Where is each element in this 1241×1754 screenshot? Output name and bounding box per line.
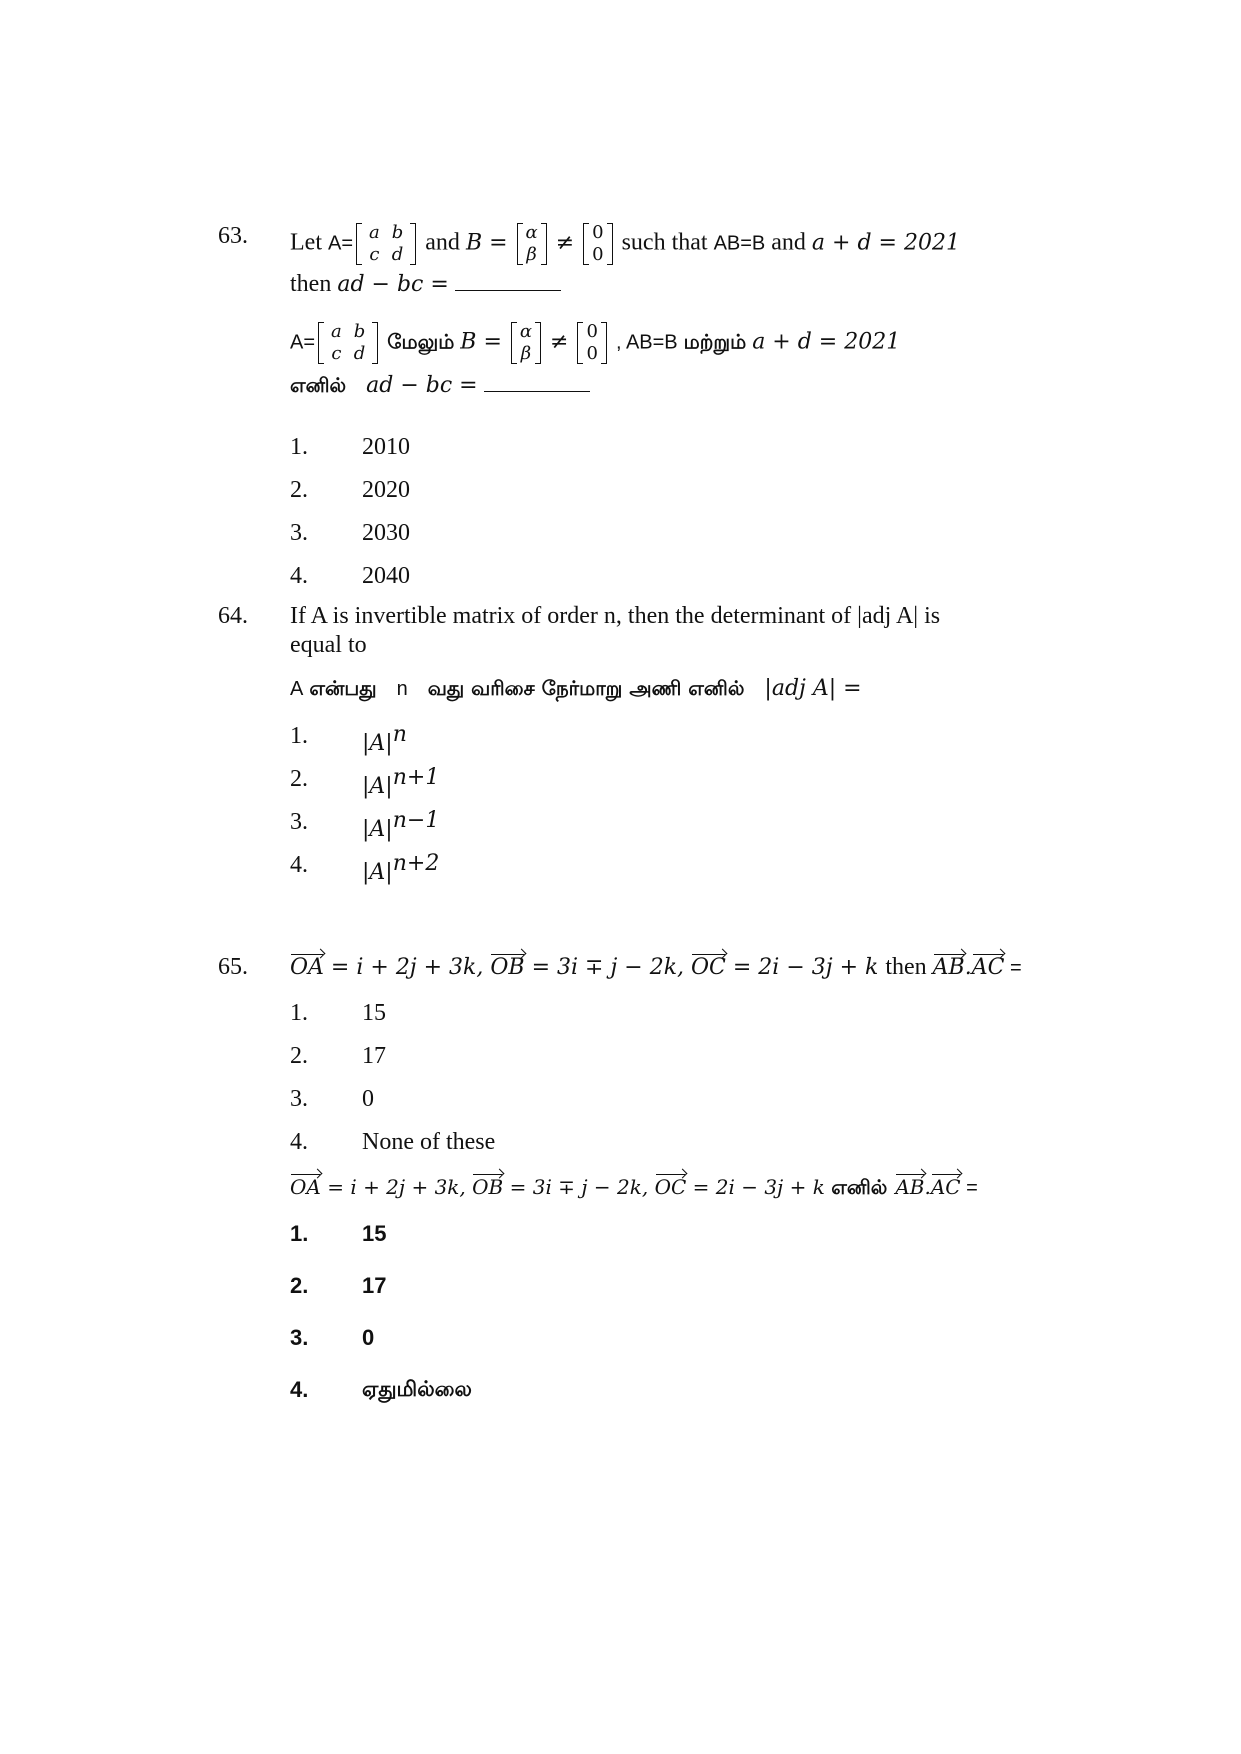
q65-tamil: [218, 1174, 1038, 1200]
answer-blank: [455, 270, 561, 291]
option-4[interactable]: 4. $|A|^{n+2}$: [290, 851, 440, 885]
question-number: 65.: [218, 954, 248, 980]
question-65: [218, 953, 1038, 982]
q63-tamil-line2: எனில் ad − bc =: [290, 371, 1038, 400]
matrix-a: a b c d: [356, 222, 416, 266]
q63-options: [218, 433, 1038, 605]
option-3[interactable]: 3. $|A|^{n-1}$: [290, 808, 440, 842]
option-2[interactable]: 2. 2020: [290, 477, 410, 503]
option-2[interactable]: 2. 17: [290, 1273, 387, 1298]
option-3[interactable]: 3. 2030: [290, 520, 410, 546]
question-63: [218, 222, 1038, 400]
option-1[interactable]: 1. $|A|^n$: [290, 722, 407, 756]
matrix-b: α β: [517, 222, 547, 266]
question-64: [218, 602, 1038, 702]
question-number: 64.: [218, 603, 248, 629]
answer-blank-tamil: [484, 371, 590, 392]
option-4[interactable]: 4. 2040: [290, 563, 410, 589]
q65-options-english: [218, 999, 1038, 1171]
zero-matrix: 0 0: [583, 222, 612, 266]
q64-english-line2: equal to: [290, 631, 367, 658]
zero-matrix-tamil: 0 0: [577, 321, 606, 365]
option-1[interactable]: 1. 15: [290, 1221, 387, 1246]
q64-tamil-line: A என்பது n வது வரிசை நேர்மாறு அணி எனில் |adj A| =: [290, 675, 862, 701]
option-2[interactable]: 2. 17: [290, 1043, 386, 1069]
q63-english-line1: Let A= a b c d and B = α β ≠ 0 0 such that AB=B and a + d = 2021: [290, 222, 960, 265]
option-4[interactable]: 4. None of these: [290, 1129, 496, 1155]
matrix-b-tamil: α β: [511, 321, 541, 365]
q64-english-line1: If A is invertible matrix of order n, then the determinant of |adj A| is: [290, 603, 941, 629]
q65-options-tamil: [218, 1221, 1038, 1429]
option-1[interactable]: 1. 15: [290, 1000, 386, 1026]
q63-tamil-line1: A= a b c d மேலும் B = α β ≠ 0 0 , AB=B மற்றும் a + d = 2021: [290, 320, 901, 364]
option-3[interactable]: 3. 0: [290, 1325, 375, 1350]
q64-options: [218, 722, 1038, 894]
matrix-a-tamil: a b c d: [318, 321, 378, 365]
option-3[interactable]: 3. 0: [290, 1086, 374, 1112]
q65-tamil-line: OA = i + 2j + 3k, OB = 3i ∓ j − 2k, OC = 2i − 3j + k எனில் AB.AC =: [290, 1175, 978, 1199]
q65-english-line: OA = i + 2j + 3k, OB = 3i ∓ j − 2k, OC = 2i − 3j + k then AB.AC =: [290, 954, 1022, 980]
option-1[interactable]: 1. 2010: [290, 434, 410, 460]
option-4[interactable]: 4. ஏதுமில்லை: [290, 1377, 472, 1402]
question-number: 63.: [218, 223, 248, 249]
option-2[interactable]: 2. $|A|^{n+1}$: [290, 765, 440, 799]
q63-english-line2: then ad − bc =: [290, 270, 1038, 299]
